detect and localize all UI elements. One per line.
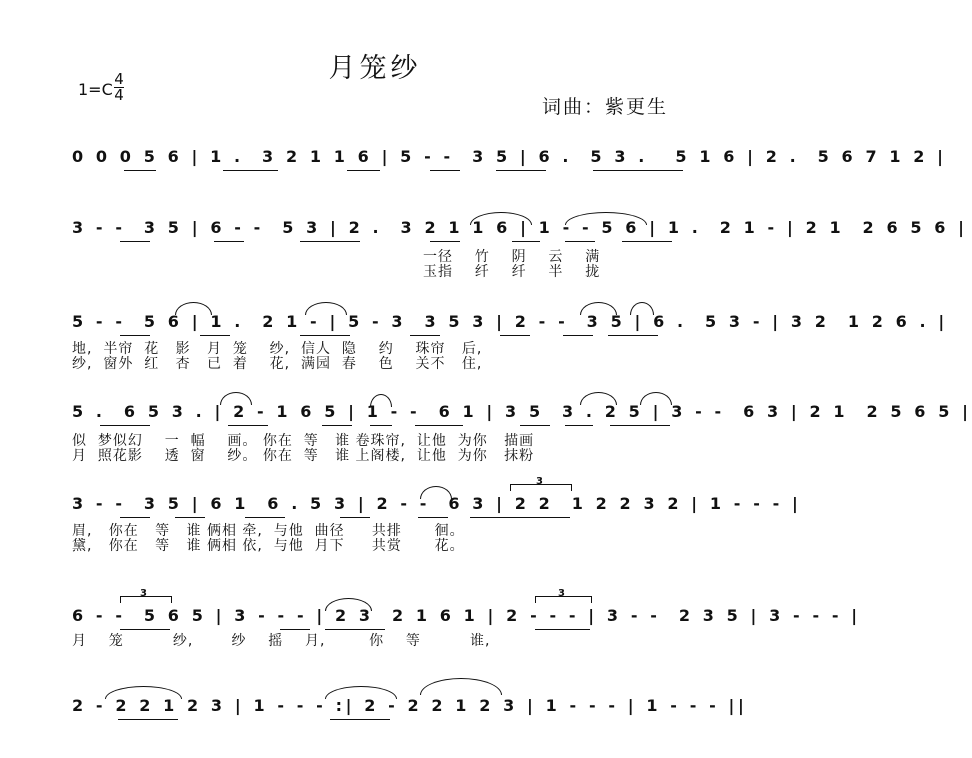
notation-line: 5 - - 5 6 | 1 . 2 1 - | 5 - 3 3 5 3 | 2 - - 3 5 | 6 . 5 3 - | 3 2 1 2 6 . |: [72, 312, 948, 331]
notation-line: 3 - - 3 5 | 6 1 6 . 5 3 | 2 - - 6 3 | 2 2 1 2 2 3 2 | 1 - - - |: [72, 494, 802, 513]
notation-line: 5 . 6 5 3 . | 2 - 1 6 5 | 1 - - 6 1 | 3 5 3 . 2 5 | 3 - - 6 3 | 2 1 2 5 6 5 |: [72, 402, 972, 421]
notation-line: 6 - - 5 6 5 | 3 - - - | 2 3 2 1 6 1 | 2 - - - | 3 - - 2 3 5 | 3 - - - |: [72, 606, 861, 625]
lyrics-verse-1: 地, 半帘 花 影 月 笼 纱, 信人 隐 约 珠帘 后,: [72, 341, 483, 357]
lyrics-verse-1: 眉, 你在 等 谁 俩相 牵, 与他 曲径 共排 徊。: [72, 523, 465, 539]
time-sig-bottom: 4: [114, 86, 124, 104]
notation-line: 2 - 2 2 1 2 3 | 1 - - - :| 2 - 2 2 1 2 3 | 1 - - - | 1 - - - ||: [72, 696, 748, 715]
lyrics-verse-2: 纱, 窗外 红 杏 已 着 花, 满园 春 色 关不 住,: [72, 356, 483, 372]
lyrics-verse-2: 月 照花影 透 窗 纱。 你在 等 谁 上阁楼, 让他 为你 抹粉: [72, 448, 535, 464]
song-title: 月笼纱: [328, 53, 422, 84]
lyrics-verse-1: 月 笼 纱, 纱 摇 月, 你 等 谁,: [72, 633, 491, 649]
lyrics-verse-2: 黛, 你在 等 谁 俩相 依, 与他 月下 共赏 花。: [72, 538, 465, 554]
notation-line: 3 - - 3 5 | 6 - - 5 3 | 2 . 3 2 1 1 6 | 1 - - 5 6 | 1 . 2 1 - | 2 1 2 6 5 6 |: [72, 218, 968, 237]
lyricist-composer-credit: 词曲：紫更生: [542, 96, 669, 118]
lyrics-verse-1: 似 梦似幻 一 幅 画。 你在 等 谁 卷珠帘, 让他 为你 描画: [72, 433, 535, 449]
lyrics-verse-2: 玉指 纤 纤 半 拢: [423, 264, 601, 280]
time-sig-top: 4: [114, 70, 124, 88]
lyrics-verse-1: 一径 竹 阴 云 满: [423, 249, 601, 265]
notation-line: 0 0 0 5 6 | 1 . 3 2 1 1 6 | 5 - - 3 5 | 6 . 5 3 . 5 1 6 | 2 . 5 6 7 1 2 |: [72, 147, 947, 166]
key-signature: 1=C: [78, 80, 113, 99]
time-signature: [114, 72, 124, 103]
